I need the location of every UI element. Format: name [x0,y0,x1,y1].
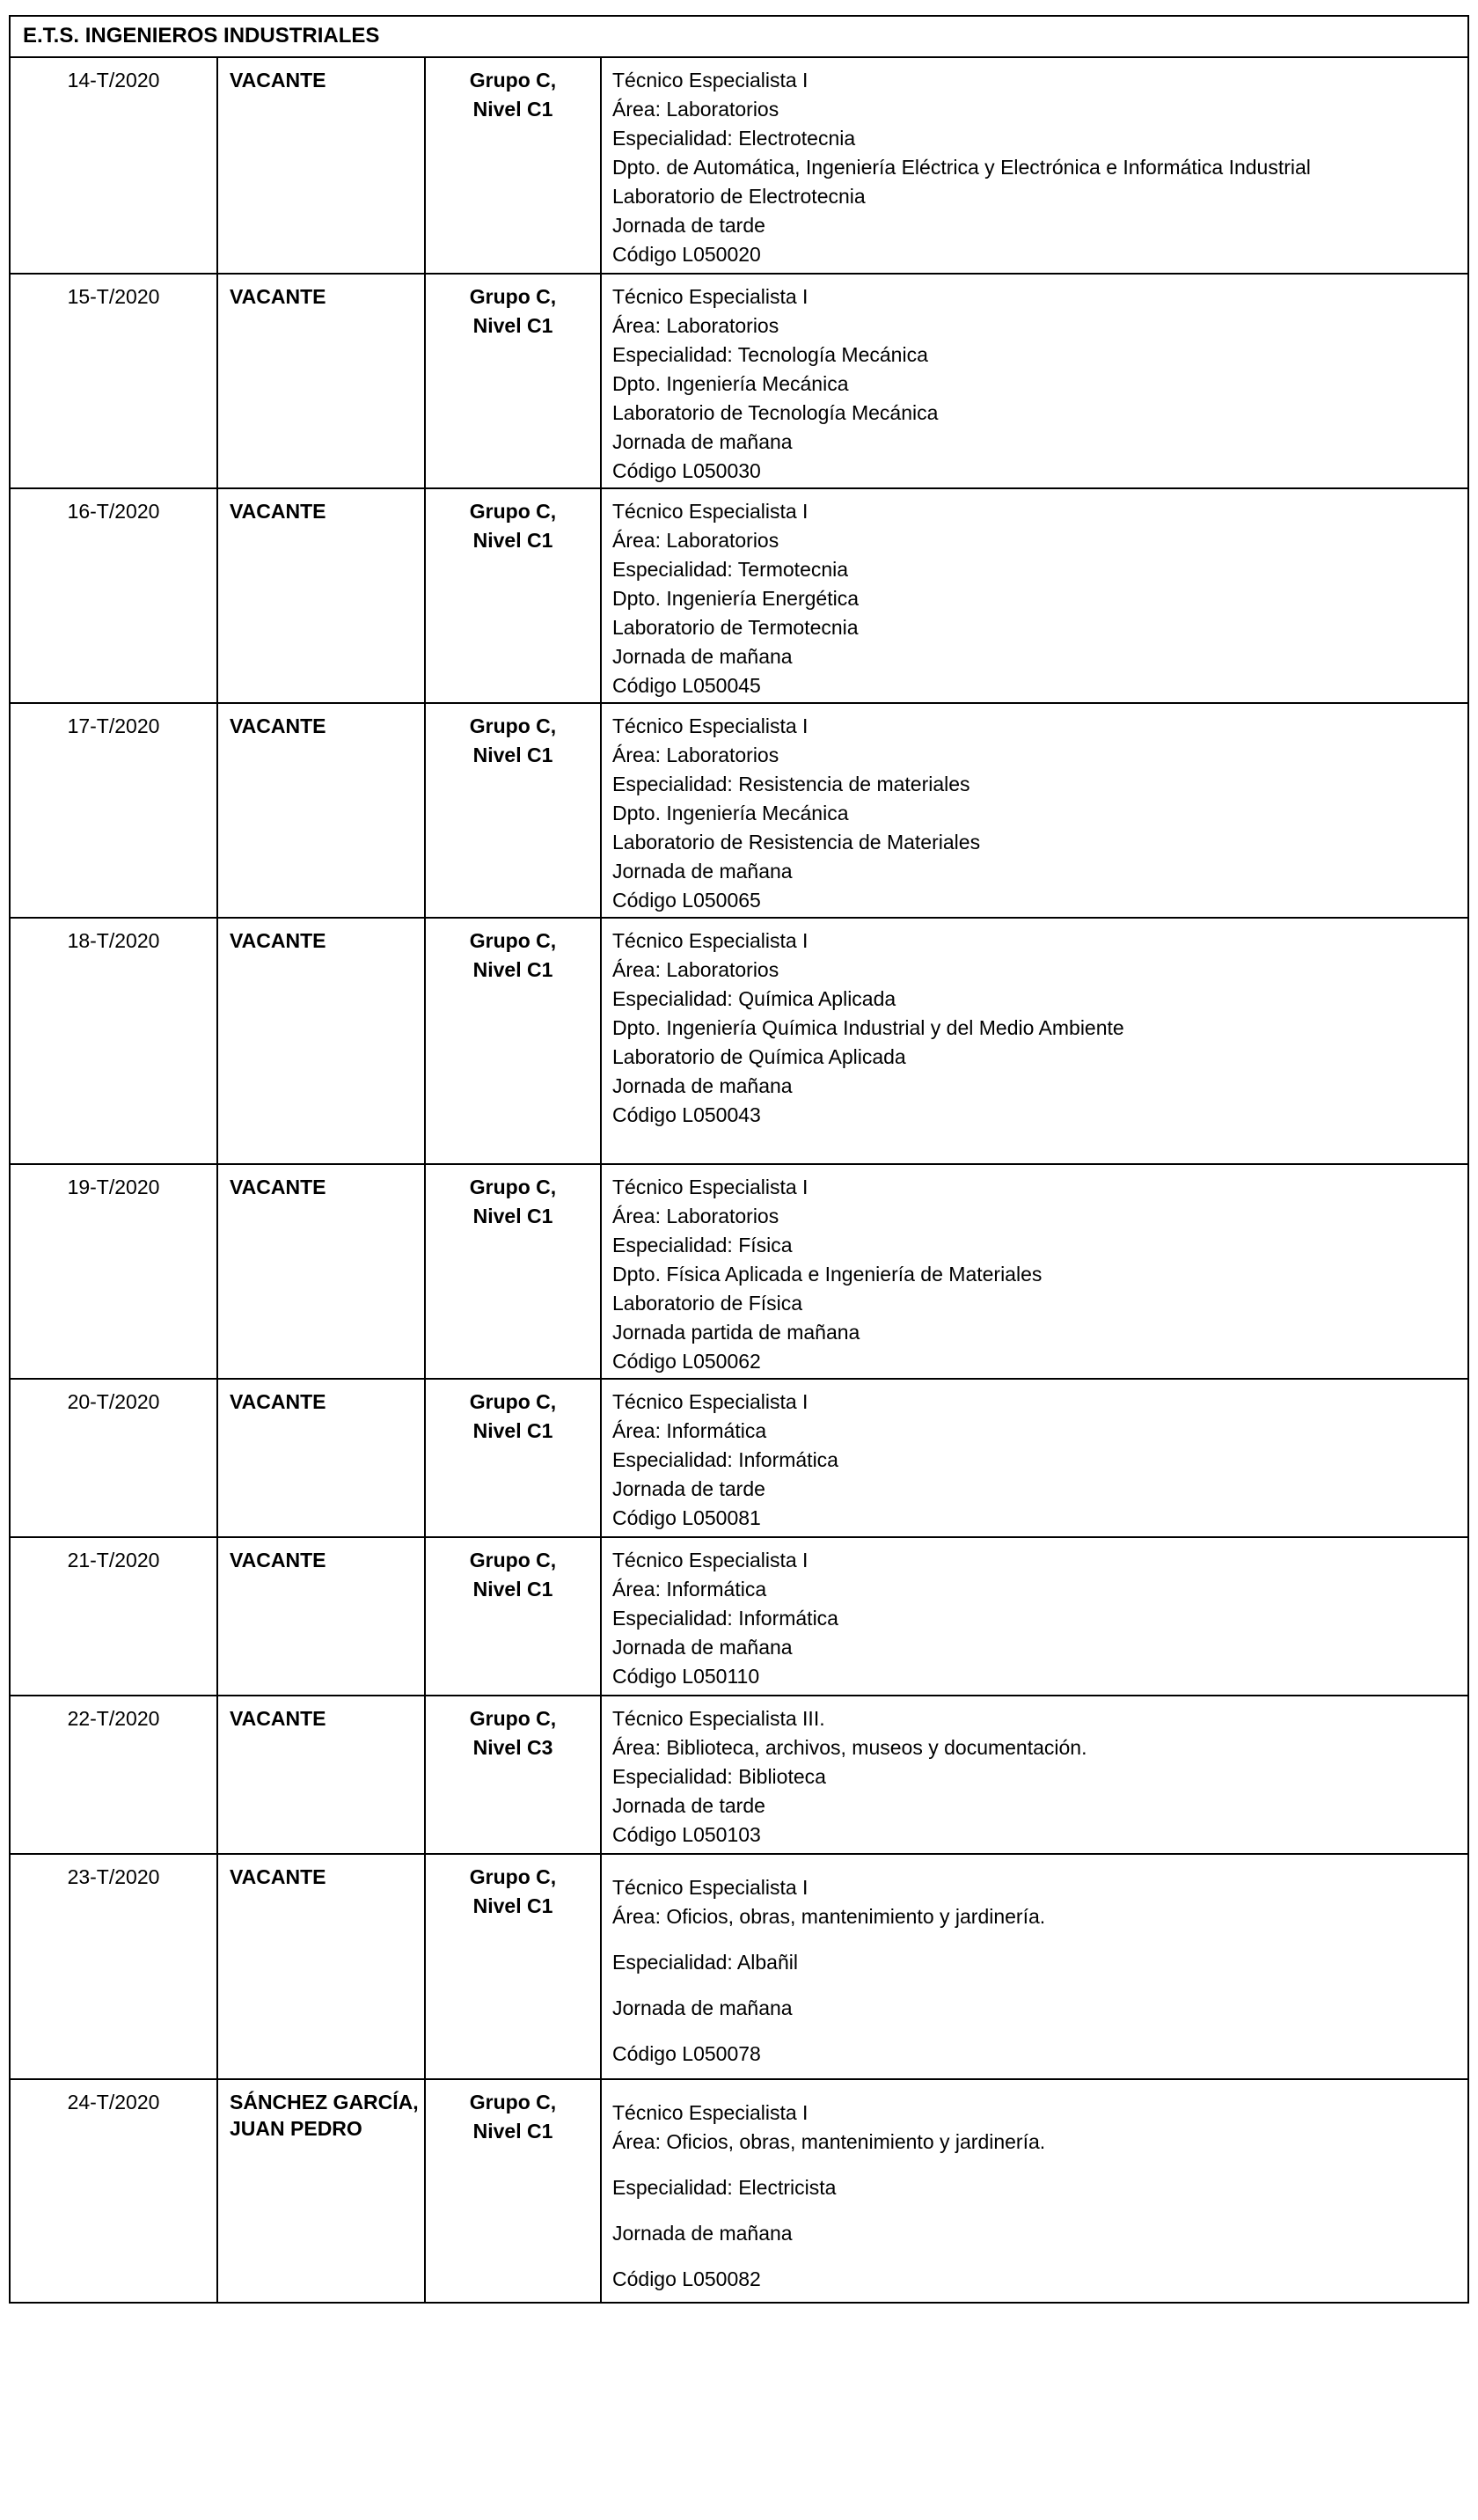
holder-name: VACANTE [217,1537,425,1696]
description-line: Técnico Especialista I [612,1549,809,1571]
table-body [10,16,1468,2303]
group-level-line: Nivel C1 [472,1894,553,1917]
position-description [601,1379,1468,1537]
description-line: Especialidad: Albañil [612,1951,798,1974]
description-line: Código L050078 [612,2042,761,2065]
group-level-line: Nivel C1 [472,744,553,766]
description-line: Especialidad: Informática [612,1607,838,1630]
description-line: Laboratorio de Tecnología Mecánica [612,401,939,424]
description-line: Especialidad: Biblioteca [612,1765,826,1788]
table-row [10,703,1468,918]
table-row [10,1379,1468,1537]
description-line: Especialidad: Electricista [612,2176,837,2199]
description-line: Laboratorio de Termotecnia [612,616,859,639]
description-line: Técnico Especialista I [612,714,809,737]
position-code: 14-T/2020 [10,57,217,274]
group-level-line: Grupo C, [469,69,557,92]
description-line: Código L050062 [612,1350,761,1373]
group-level-line: Grupo C, [469,1176,557,1198]
holder-name: VACANTE [217,57,425,274]
group-level [425,274,601,488]
description-line: Área: Laboratorios [612,744,779,766]
description-line: Jornada de tarde [612,1794,765,1817]
table-row [10,57,1468,274]
description-line: Área: Informática [612,1578,767,1601]
description-line: Área: Informática [612,1419,767,1442]
table-row [10,488,1468,703]
group-level-line: Grupo C, [469,714,557,737]
description-line: Área: Laboratorios [612,1205,779,1227]
description-line: Técnico Especialista I [612,1876,809,1899]
position-description [601,918,1468,1164]
description-line: Jornada de mañana [612,1636,793,1659]
group-level-line: Nivel C3 [472,1736,553,1759]
description-line: Especialidad: Termotecnia [612,558,849,581]
description-line: Jornada de mañana [612,1074,793,1097]
position-description [601,2079,1468,2303]
description-line: Técnico Especialista I [612,285,809,308]
holder-name: VACANTE [217,274,425,488]
position-code: 15-T/2020 [10,274,217,488]
description-line: Código L050065 [612,889,761,912]
description-line: Área: Laboratorios [612,98,779,121]
description-line: Especialidad: Resistencia de materiales [612,773,970,795]
description-line: Código L050082 [612,2267,761,2290]
description-line: Jornada de tarde [612,214,765,237]
description-line: Técnico Especialista I [612,69,809,92]
position-description [601,703,1468,918]
position-code: 20-T/2020 [10,1379,217,1537]
table-row [10,1696,1468,1854]
group-level-line: Nivel C1 [472,1205,553,1227]
holder-name: VACANTE [217,1164,425,1379]
table-row [10,1164,1468,1379]
position-description [601,1854,1468,2079]
group-level-line: Grupo C, [469,1390,557,1413]
group-level [425,1854,601,2079]
group-level-line: Nivel C1 [472,1419,553,1442]
position-code: 17-T/2020 [10,703,217,918]
group-level-line: Grupo C, [469,285,557,308]
group-level [425,57,601,274]
position-code: 18-T/2020 [10,918,217,1164]
holder-name: VACANTE [217,488,425,703]
group-level [425,1696,601,1854]
table-row [10,1854,1468,2079]
description-line: Código L050103 [612,1823,761,1846]
group-level-line: Nivel C1 [472,529,553,552]
position-code: 23-T/2020 [10,1854,217,2079]
section-header-row [10,16,1468,57]
position-description [601,57,1468,274]
description-line: Especialidad: Informática [612,1448,838,1471]
description-line: Especialidad: Física [612,1234,793,1256]
description-line: Código L050020 [612,243,761,266]
group-level [425,2079,601,2303]
position-code: 22-T/2020 [10,1696,217,1854]
description-line: Técnico Especialista I [612,500,809,523]
group-level-line: Nivel C1 [472,958,553,981]
description-line: Especialidad: Electrotecnia [612,127,856,150]
position-description [601,1164,1468,1379]
description-line: Jornada de mañana [612,2222,793,2245]
holder-name: VACANTE [217,918,425,1164]
description-line: Laboratorio de Química Aplicada [612,1045,906,1068]
description-line: Área: Laboratorios [612,958,779,981]
description-line: Jornada partida de mañana [612,1321,860,1344]
group-level-line: Grupo C, [469,500,557,523]
description-line: Jornada de mañana [612,430,793,453]
group-level-line: Grupo C, [469,1707,557,1730]
description-line: Jornada de mañana [612,645,793,668]
holder-name: VACANTE [217,1379,425,1537]
position-code: 24-T/2020 [10,2079,217,2303]
table-row [10,918,1468,1164]
description-line: Jornada de mañana [612,1996,793,2019]
description-line: Código L050045 [612,674,761,697]
description-line: Código L050030 [612,459,761,482]
table-row [10,1537,1468,1696]
group-level [425,703,601,918]
section-title: E.T.S. INGENIEROS INDUSTRIALES [10,16,1468,57]
description-line: Especialidad: Química Aplicada [612,987,896,1010]
holder-name: VACANTE [217,1854,425,2079]
group-level [425,918,601,1164]
group-level-line: Grupo C, [469,2091,557,2113]
description-line: Código L050043 [612,1103,761,1126]
position-description [601,1537,1468,1696]
group-level [425,1379,601,1537]
description-line: Técnico Especialista I [612,2101,809,2124]
table-row [10,274,1468,488]
group-level [425,1537,601,1696]
description-line: Laboratorio de Electrotecnia [612,185,866,208]
description-line: Dpto. Ingeniería Química Industrial y del Medio Ambiente [612,1016,1124,1039]
position-code: 21-T/2020 [10,1537,217,1696]
description-line: Técnico Especialista III. [612,1707,825,1730]
description-line: Dpto. Física Aplicada e Ingeniería de Materiales [612,1263,1043,1286]
description-line: Área: Laboratorios [612,529,779,552]
positions-table [9,15,1469,2304]
position-description [601,274,1468,488]
description-line: Área: Oficios, obras, mantenimiento y jardinería. [612,1905,1046,1928]
holder-name: VACANTE [217,703,425,918]
description-line: Dpto. Ingeniería Mecánica [612,372,849,395]
position-description [601,488,1468,703]
holder-name: VACANTE [217,1696,425,1854]
table-row [10,2079,1468,2303]
group-level [425,488,601,703]
description-line: Área: Oficios, obras, mantenimiento y jardinería. [612,2130,1046,2153]
description-line: Dpto. Ingeniería Energética [612,587,860,610]
description-line: Laboratorio de Física [612,1292,803,1315]
description-line: Técnico Especialista I [612,1176,809,1198]
group-level-line: Nivel C1 [472,1578,553,1601]
group-level-line: Grupo C, [469,929,557,952]
description-line: Jornada de tarde [612,1477,765,1500]
group-level-line: Nivel C1 [472,2120,553,2143]
description-line: Código L050081 [612,1506,761,1529]
description-line: Código L050110 [612,1665,760,1688]
position-code: 19-T/2020 [10,1164,217,1379]
description-line: Área: Laboratorios [612,314,779,337]
group-level-line: Nivel C1 [472,98,553,121]
position-code: 16-T/2020 [10,488,217,703]
group-level [425,1164,601,1379]
holder-name: SÁNCHEZ GARCÍA, JUAN PEDRO [217,2079,425,2303]
description-line: Laboratorio de Resistencia de Materiales [612,831,981,853]
description-line: Técnico Especialista I [612,1390,809,1413]
group-level-line: Grupo C, [469,1865,557,1888]
group-level-line: Nivel C1 [472,314,553,337]
description-line: Jornada de mañana [612,860,793,883]
description-line: Dpto. Ingeniería Mecánica [612,802,849,824]
description-line: Especialidad: Tecnología Mecánica [612,343,928,366]
description-line: Dpto. de Automática, Ingeniería Eléctrica y Electrónica e Informática Industrial [612,156,1311,179]
group-level-line: Grupo C, [469,1549,557,1571]
position-description [601,1696,1468,1854]
description-line: Técnico Especialista I [612,929,809,952]
description-line: Área: Biblioteca, archivos, museos y documentación. [612,1736,1087,1759]
